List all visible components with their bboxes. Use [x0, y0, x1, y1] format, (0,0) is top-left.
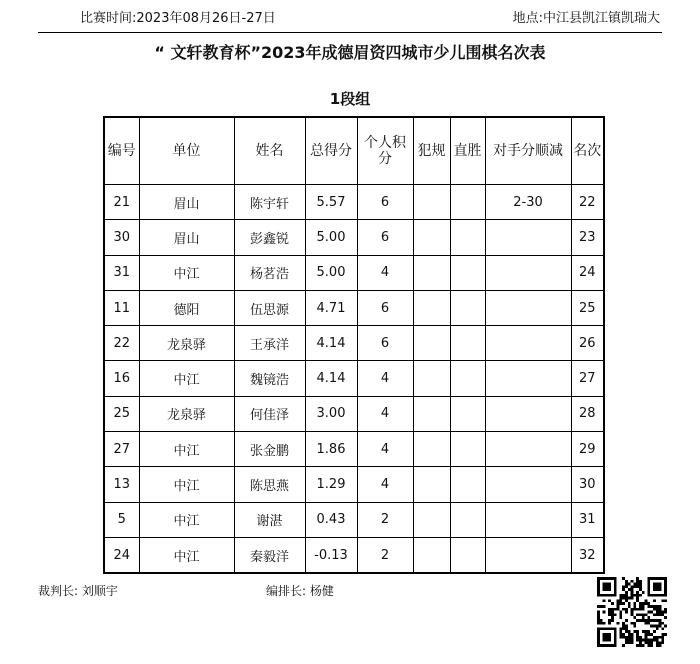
- cell-rank: 30: [571, 467, 604, 502]
- cell-tiebreak: [485, 396, 571, 431]
- cell-id: 31: [104, 255, 139, 290]
- cell-name: 王承洋: [234, 326, 305, 361]
- arranger-label: 编排长: 杨健: [266, 584, 334, 598]
- cell-foul: [413, 290, 450, 325]
- match-time: 比赛时间:2023年08月26日-27日: [80, 11, 276, 26]
- cell-name: 陈思燕: [234, 467, 305, 502]
- cell-foul: [413, 396, 450, 431]
- cell-score: -0.13: [305, 537, 357, 573]
- cell-personal: 4: [357, 255, 413, 290]
- cell-personal: 4: [357, 396, 413, 431]
- cell-name: 陈宇轩: [234, 185, 305, 220]
- cell-direct: [450, 502, 485, 537]
- cell-direct: [450, 220, 485, 255]
- cell-name: 何佳泽: [234, 396, 305, 431]
- cell-direct: [450, 396, 485, 431]
- cell-tiebreak: [485, 220, 571, 255]
- cell-score: 3.00: [305, 396, 357, 431]
- table-row: [104, 290, 604, 325]
- qr-code: [597, 577, 667, 647]
- cell-name: 魏镜浩: [234, 361, 305, 396]
- cell-personal: 4: [357, 467, 413, 502]
- col-header-score: 总得分: [305, 117, 357, 185]
- cell-score: 5.00: [305, 255, 357, 290]
- cell-unit: 中江: [139, 432, 234, 467]
- col-header-direct: 直胜: [450, 117, 485, 185]
- cell-id: 11: [104, 290, 139, 325]
- group-title: 1段组: [329, 90, 371, 108]
- cell-unit: 龙泉驿: [139, 396, 234, 431]
- col-header-foul: 犯规: [413, 117, 450, 185]
- cell-score: 4.71: [305, 290, 357, 325]
- cell-direct: [450, 185, 485, 220]
- document-title: “ 文轩教育杯”2023年成德眉资四城市少儿围棋名次表: [154, 43, 546, 62]
- cell-rank: 24: [571, 255, 604, 290]
- table-row: [104, 255, 604, 290]
- cell-name: 张金鹏: [234, 432, 305, 467]
- cell-name: 彭鑫锐: [234, 220, 305, 255]
- cell-foul: [413, 537, 450, 573]
- cell-name: 秦毅洋: [234, 537, 305, 573]
- cell-score: 5.00: [305, 220, 357, 255]
- cell-personal: 2: [357, 502, 413, 537]
- header-divider: [38, 32, 662, 33]
- cell-foul: [413, 361, 450, 396]
- cell-unit: 中江: [139, 537, 234, 573]
- cell-foul: [413, 255, 450, 290]
- cell-score: 5.57: [305, 185, 357, 220]
- col-header-name: 姓名: [234, 117, 305, 185]
- cell-unit: 眉山: [139, 220, 234, 255]
- cell-foul: [413, 220, 450, 255]
- table-row: [104, 502, 604, 537]
- cell-rank: 23: [571, 220, 604, 255]
- cell-id: 13: [104, 467, 139, 502]
- cell-name: 谢湛: [234, 502, 305, 537]
- cell-score: 0.43: [305, 502, 357, 537]
- cell-personal: 6: [357, 290, 413, 325]
- cell-tiebreak: [485, 537, 571, 573]
- cell-rank: 31: [571, 502, 604, 537]
- cell-direct: [450, 537, 485, 573]
- cell-id: 30: [104, 220, 139, 255]
- cell-score: 1.86: [305, 432, 357, 467]
- cell-score: 4.14: [305, 326, 357, 361]
- col-header-unit: 单位: [139, 117, 234, 185]
- col-header-rank: 名次: [571, 117, 604, 185]
- cell-unit: 中江: [139, 502, 234, 537]
- cell-foul: [413, 502, 450, 537]
- cell-direct: [450, 290, 485, 325]
- cell-personal: 6: [357, 220, 413, 255]
- cell-id: 21: [104, 185, 139, 220]
- table-row: [104, 361, 604, 396]
- cell-unit: 龙泉驿: [139, 326, 234, 361]
- cell-personal: 2: [357, 537, 413, 573]
- table-row: [104, 220, 604, 255]
- cell-unit: 中江: [139, 255, 234, 290]
- cell-name: 杨茗浩: [234, 255, 305, 290]
- cell-id: 5: [104, 502, 139, 537]
- cell-unit: 中江: [139, 467, 234, 502]
- cell-unit: 德阳: [139, 290, 234, 325]
- col-header-id: 编号: [104, 117, 139, 185]
- cell-score: 4.14: [305, 361, 357, 396]
- cell-direct: [450, 255, 485, 290]
- cell-tiebreak: 2-30: [485, 185, 571, 220]
- cell-foul: [413, 432, 450, 467]
- cell-name: 伍思源: [234, 290, 305, 325]
- cell-rank: 26: [571, 326, 604, 361]
- cell-personal: 6: [357, 185, 413, 220]
- cell-tiebreak: [485, 467, 571, 502]
- cell-personal: 4: [357, 361, 413, 396]
- cell-tiebreak: [485, 290, 571, 325]
- cell-id: 22: [104, 326, 139, 361]
- cell-unit: 中江: [139, 361, 234, 396]
- cell-id: 24: [104, 537, 139, 573]
- table-row: [104, 537, 604, 573]
- referee-label: 裁判长: 刘顺宇: [38, 584, 118, 598]
- cell-rank: 32: [571, 537, 604, 573]
- cell-tiebreak: [485, 255, 571, 290]
- cell-id: 27: [104, 432, 139, 467]
- cell-direct: [450, 361, 485, 396]
- cell-rank: 22: [571, 185, 604, 220]
- cell-direct: [450, 467, 485, 502]
- cell-rank: 28: [571, 396, 604, 431]
- cell-direct: [450, 432, 485, 467]
- cell-rank: 27: [571, 361, 604, 396]
- col-header-personal: 个人积分: [357, 117, 413, 185]
- cell-tiebreak: [485, 326, 571, 361]
- cell-tiebreak: [485, 361, 571, 396]
- col-header-tiebreak: 对手分顺减: [485, 117, 571, 185]
- cell-score: 1.29: [305, 467, 357, 502]
- cell-unit: 眉山: [139, 185, 234, 220]
- cell-id: 16: [104, 361, 139, 396]
- cell-foul: [413, 185, 450, 220]
- match-location: 地点:中江县凯江镇凯瑞大: [512, 11, 660, 26]
- table-row: [104, 467, 604, 502]
- table-row: [104, 396, 604, 431]
- cell-id: 25: [104, 396, 139, 431]
- table-row: [104, 185, 604, 220]
- cell-personal: 4: [357, 432, 413, 467]
- cell-foul: [413, 326, 450, 361]
- cell-personal: 6: [357, 326, 413, 361]
- cell-rank: 29: [571, 432, 604, 467]
- table-row: [104, 432, 604, 467]
- cell-tiebreak: [485, 432, 571, 467]
- cell-foul: [413, 467, 450, 502]
- ranking-table: [103, 116, 605, 574]
- cell-tiebreak: [485, 502, 571, 537]
- table-header-row: [104, 117, 604, 185]
- table-row: [104, 326, 604, 361]
- cell-rank: 25: [571, 290, 604, 325]
- cell-direct: [450, 326, 485, 361]
